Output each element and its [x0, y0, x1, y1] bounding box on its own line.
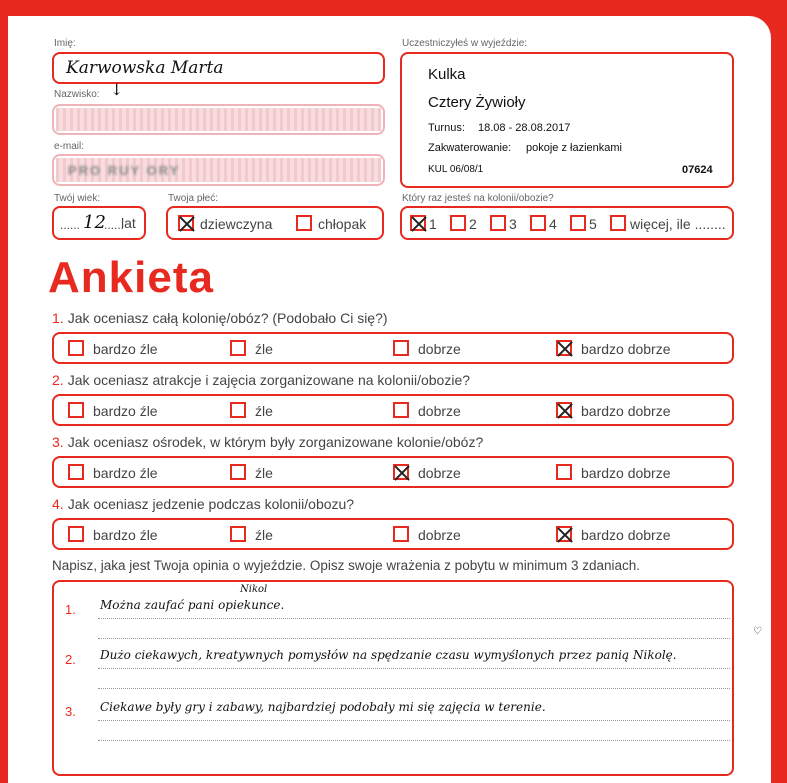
trip-program: Cztery Żywioły: [428, 94, 526, 111]
opinion-line-1-insert: Nikol: [240, 584, 268, 595]
age-field[interactable]: [52, 206, 146, 240]
opinion-line-2-text: Dużo ciekawych, kreatywnych pomysłów na spędzanie czasu wymyślonych przez panią Nikolę.: [100, 648, 677, 662]
opinion-line-3-rule: [98, 740, 730, 741]
question-2-text: [52, 372, 470, 388]
label-plec: Twoja płeć:: [168, 193, 219, 204]
question-1-number: 1.: [52, 310, 64, 326]
question-1-answers: [52, 332, 734, 364]
q4-checkbox-dobrze[interactable]: [393, 526, 409, 542]
q3-checkbox-zle[interactable]: [230, 464, 246, 480]
q3-option-dobrze: dobrze: [418, 465, 461, 481]
checkbox-times-5[interactable]: [570, 215, 586, 231]
question-1-label: Jak oceniasz całą kolonię/obóz? (Podobało Ci się?): [67, 310, 388, 326]
q4-checkbox-zle[interactable]: [230, 526, 246, 542]
checkbox-times-3[interactable]: [490, 215, 506, 231]
q3-option-bardzo-dobrze: bardzo dobrze: [581, 465, 671, 481]
opinion-line-3-rule: [98, 720, 730, 721]
age-dots-before: ......: [60, 218, 81, 232]
option-times-3: 3: [509, 216, 517, 232]
question-4-answers: [52, 518, 734, 550]
opinion-line-2-number: 2.: [65, 652, 76, 667]
q2-option-bardzo-zle: bardzo źle: [93, 403, 158, 419]
q3-checkbox-dobrze[interactable]: [393, 464, 409, 480]
zakwaterowanie-label: Zakwaterowanie:: [428, 142, 512, 154]
option-times-2: 2: [469, 216, 477, 232]
option-times-1: 1: [429, 216, 437, 232]
q2-checkbox-bardzo-dobrze[interactable]: [556, 402, 572, 418]
q1-checkbox-dobrze[interactable]: [393, 340, 409, 356]
opinion-prompt: Napisz, jaka jest Twoja opinia o wyjeździe. Opisz swoje wrażenia z pobytu w minimum 3 zdaniach.: [52, 558, 641, 573]
gender-field: [166, 206, 384, 240]
label-email: e-mail:: [54, 141, 85, 152]
label-ktory-raz: Który raz jesteś na kolonii/obozie?: [402, 193, 554, 204]
q1-option-zle: źle: [255, 341, 273, 357]
question-4-text: [52, 496, 354, 512]
label-uczestniczyles: Uczestniczyłeś w wyjeździe:: [402, 38, 528, 49]
question-2-label: Jak oceniasz atrakcje i zajęcia zorganizowane na kolonii/obozie?: [67, 372, 471, 388]
q1-option-dobrze: dobrze: [418, 341, 461, 357]
q1-checkbox-zle[interactable]: [230, 340, 246, 356]
question-2-answers: [52, 394, 734, 426]
zakwaterowanie-value: pokoje z łazienkami: [526, 142, 622, 154]
q2-option-bardzo-dobrze: bardzo dobrze: [581, 403, 671, 419]
q1-checkbox-bardzo-zle[interactable]: [68, 340, 84, 356]
option-times-more: więcej, ile ........: [630, 216, 726, 232]
option-times-4: 4: [549, 216, 557, 232]
question-3-answers: [52, 456, 734, 488]
checkbox-times-2[interactable]: [450, 215, 466, 231]
opinion-line-1-number: 1.: [65, 602, 76, 617]
trip-code: KUL 06/08/1: [428, 164, 484, 175]
email-value: PRO RUY ORY: [68, 163, 181, 178]
q4-option-bardzo-dobrze: bardzo dobrze: [581, 527, 671, 543]
age-value: 12: [83, 212, 106, 233]
q1-option-bardzo-zle: bardzo źle: [93, 341, 158, 357]
q1-checkbox-bardzo-dobrze[interactable]: [556, 340, 572, 356]
trip-name: Kulka: [428, 66, 466, 83]
checkbox-dziewczyna[interactable]: [178, 215, 194, 231]
option-chlopak: chłopak: [318, 216, 367, 232]
question-2-number: 2.: [52, 372, 64, 388]
imie-value: Karwowska Marta: [66, 58, 224, 78]
opinion-line-2-rule: [98, 688, 730, 689]
opinion-line-2-insert: ♡: [753, 626, 762, 637]
trip-info-box: [400, 52, 734, 188]
q2-checkbox-zle[interactable]: [230, 402, 246, 418]
q2-checkbox-bardzo-zle[interactable]: [68, 402, 84, 418]
nazwisko-field[interactable]: [52, 104, 385, 135]
question-1-text: [52, 310, 388, 326]
q3-checkbox-bardzo-dobrze[interactable]: [556, 464, 572, 480]
trip-number: 07624: [682, 164, 713, 176]
redacted-surname: [56, 108, 381, 131]
label-nazwisko: Nazwisko:: [54, 89, 100, 100]
age-unit: lat: [121, 215, 136, 231]
q4-checkbox-bardzo-zle[interactable]: [68, 526, 84, 542]
opinion-line-2-rule: [98, 668, 730, 669]
q1-option-bardzo-dobrze: bardzo dobrze: [581, 341, 671, 357]
option-dziewczyna: dziewczyna: [200, 216, 273, 232]
question-4-label: Jak oceniasz jedzenie podczas kolonii/obozu?: [67, 496, 355, 512]
q3-option-bardzo-zle: bardzo źle: [93, 465, 158, 481]
age-dots-after: ......: [104, 218, 125, 232]
q3-checkbox-bardzo-zle[interactable]: [68, 464, 84, 480]
question-3-number: 3.: [52, 434, 64, 450]
email-field[interactable]: [52, 154, 385, 186]
q2-option-zle: źle: [255, 403, 273, 419]
checkbox-times-4[interactable]: [530, 215, 546, 231]
option-times-5: 5: [589, 216, 597, 232]
q4-option-bardzo-zle: bardzo źle: [93, 527, 158, 543]
q3-option-zle: źle: [255, 465, 273, 481]
checkbox-times-more[interactable]: [610, 215, 626, 231]
q2-option-dobrze: dobrze: [418, 403, 461, 419]
opinion-line-1-rule: [98, 638, 730, 639]
question-3-label: Jak oceniasz ośrodek, w którym były zorganizowane kolonie/obóz?: [67, 434, 484, 450]
turnus-label: Turnus:: [428, 122, 465, 134]
opinion-line-3-number: 3.: [65, 704, 76, 719]
times-field: [400, 206, 734, 240]
opinion-line-3-text: Ciekawe były gry i zabawy, najbardziej podobały mi się zajęcia w terenie.: [100, 700, 546, 714]
checkbox-times-1[interactable]: [410, 215, 426, 231]
label-imie: Imię:: [54, 38, 76, 49]
q2-checkbox-dobrze[interactable]: [393, 402, 409, 418]
checkbox-chlopak[interactable]: [296, 215, 312, 231]
question-4-number: 4.: [52, 496, 64, 512]
label-wiek: Twój wiek:: [54, 193, 101, 204]
opinion-line-1-rule: [98, 618, 730, 619]
q4-option-zle: źle: [255, 527, 273, 543]
turnus-value: 18.08 - 28.08.2017: [478, 122, 571, 134]
question-3-text: [52, 434, 483, 450]
opinion-line-1-text: Można zaufać pani opiekunce.: [100, 598, 285, 612]
nazwisko-arrow: ↓: [110, 80, 124, 99]
page-title: Ankieta: [48, 253, 214, 302]
imie-field[interactable]: [52, 52, 385, 84]
survey-sheet: [8, 16, 771, 783]
q4-checkbox-bardzo-dobrze[interactable]: [556, 526, 572, 542]
q4-option-dobrze: dobrze: [418, 527, 461, 543]
